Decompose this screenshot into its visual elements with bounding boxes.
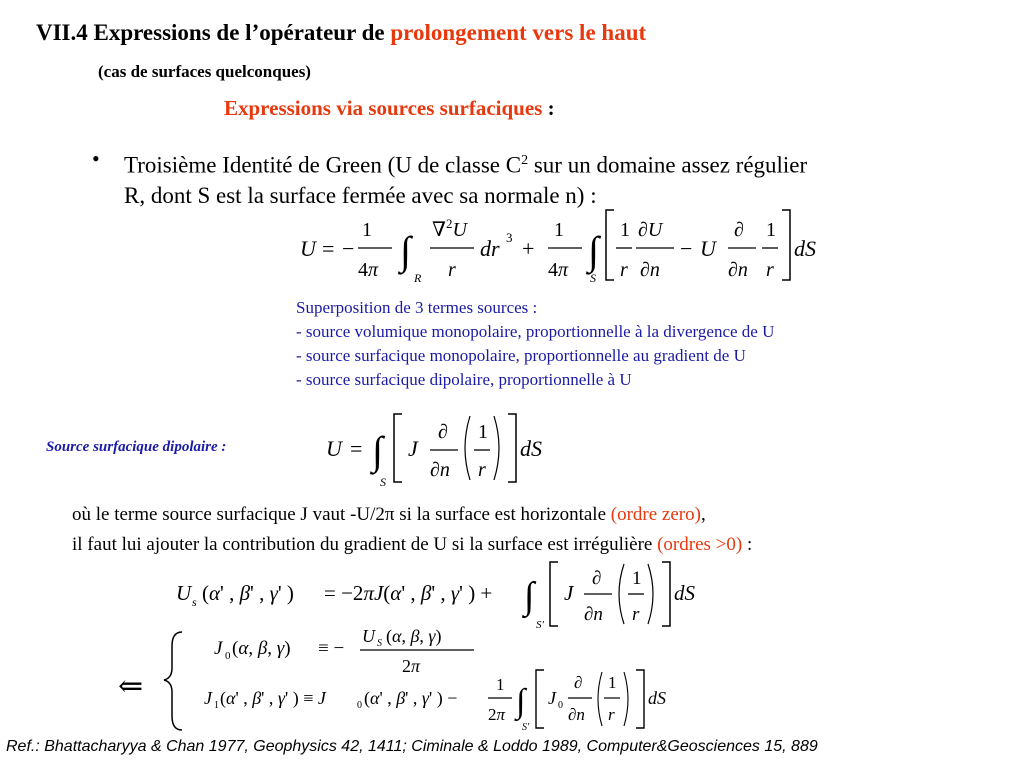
svg-text:∫: ∫: [400, 228, 411, 273]
bullet-line1-sup: 2: [521, 153, 529, 168]
us-equation: [172, 560, 712, 634]
svg-text:1: 1: [620, 219, 630, 241]
svg-text:r: r: [632, 604, 640, 625]
svg-text:∫: ∫: [372, 428, 383, 473]
svg-text:(α' , β' , γ' ) ≡ J: (α' , β' , γ' ) ≡ J: [220, 688, 326, 708]
svg-text:∂: ∂: [592, 568, 602, 589]
reference-footer: Ref.: Bhattacharyya & Chan 1977, Geophysics 42, 1411; Ciminale & Loddo 1989, Computer&Geosciences 15, 889: [6, 738, 818, 755]
svg-text:∂n: ∂n: [728, 259, 748, 281]
explanation-line1-end: ,: [700, 504, 706, 525]
svg-text:∇2U: ∇$^2$U: [432, 216, 467, 241]
svg-text:= −2πJ(α' , β' , γ' ) +: = −2πJ(α' , β' , γ' ) +: [324, 581, 493, 605]
svg-text:1: 1: [632, 568, 642, 589]
svg-text:U: U: [176, 581, 192, 605]
svg-text:(α, β, γ): (α, β, γ): [386, 626, 442, 646]
svg-text:=: =: [350, 436, 363, 461]
svg-text:(α, β, γ): (α, β, γ): [232, 638, 291, 659]
svg-text:S': S': [522, 722, 530, 733]
svg-text:dS: dS: [520, 436, 542, 461]
svg-text:1: 1: [608, 673, 617, 692]
svg-text:s: s: [192, 595, 197, 609]
svg-text:S: S: [590, 271, 596, 285]
svg-text:−: −: [342, 236, 355, 261]
dipole-equation: [322, 410, 562, 490]
svg-text:J: J: [214, 638, 223, 659]
svg-text:dS: dS: [648, 688, 666, 708]
svg-text:3: 3: [506, 230, 513, 245]
svg-text:J: J: [564, 581, 574, 605]
bullet-text: [124, 146, 807, 211]
svg-text:r: r: [766, 259, 774, 281]
dipole-source-label: Source surfacique dipolaire :: [46, 439, 227, 455]
bullet-line1-a: Troisième Identité de Green (U de classe C: [124, 152, 522, 178]
svg-text:2π: 2π: [402, 656, 421, 676]
svg-text:dS: dS: [794, 236, 816, 261]
page-subtitle: (cas de surfaces quelconques): [98, 62, 311, 81]
superposition-heading: Superposition de 3 termes sources :: [296, 298, 538, 317]
svg-text:4π: 4π: [358, 259, 379, 281]
bullet-line1-b: sur un domaine assez régulier: [528, 152, 808, 178]
green-identity-equation: [296, 206, 836, 290]
svg-text:∂n: ∂n: [430, 459, 450, 481]
explanation-order-zero: (ordre zero): [610, 504, 701, 525]
svg-text:∂: ∂: [438, 421, 448, 443]
svg-text:S: S: [380, 475, 386, 489]
svg-text:r: r: [448, 259, 456, 281]
svg-text:−: −: [680, 236, 693, 261]
svg-text:J: J: [548, 688, 556, 708]
section-heading-colon: :: [542, 96, 555, 120]
svg-text:≡ −: ≡ −: [318, 638, 345, 659]
superposition-item: - source surfacique monopolaire, proportionnelle au gradient de U: [296, 346, 746, 365]
svg-text:∂: ∂: [574, 673, 583, 692]
explanation-line2-text: il faut lui ajouter la contribution du gradient de U si la surface est irrégulière: [72, 534, 658, 555]
svg-text:∂n: ∂n: [640, 259, 660, 281]
bullet-marker: •: [92, 146, 100, 171]
section-heading: [224, 96, 555, 121]
title-main: VII.4 Expressions de l’opérateur de: [36, 20, 391, 45]
svg-text:∂n: ∂n: [568, 705, 585, 724]
svg-text:0: 0: [357, 700, 362, 711]
j-system-equation: [112, 626, 682, 734]
svg-text:r: r: [608, 705, 615, 724]
explanation-higher-orders: (ordres >0): [657, 534, 743, 555]
svg-text:r: r: [478, 459, 486, 481]
svg-text:1: 1: [496, 675, 505, 694]
svg-text:1: 1: [478, 421, 488, 443]
superposition-list: [296, 296, 774, 392]
svg-text:S: S: [377, 638, 382, 649]
svg-text:⇐: ⇐: [118, 670, 144, 703]
svg-text:4π: 4π: [548, 259, 569, 281]
superposition-item: - source surfacique dipolaire, proportionnelle à U: [296, 370, 632, 389]
page-title: [36, 20, 646, 46]
svg-text:1: 1: [554, 219, 564, 241]
svg-text:U: U: [300, 236, 316, 261]
explanation-line2-end: :: [742, 534, 753, 555]
svg-text:J: J: [408, 436, 418, 461]
svg-text:(α' , β' , γ' ): (α' , β' , γ' ): [202, 581, 294, 605]
svg-text:+: +: [522, 236, 535, 261]
svg-text:0: 0: [225, 650, 231, 662]
svg-text:dS: dS: [674, 581, 695, 605]
svg-text:U: U: [326, 436, 342, 461]
explanation-line1-text: où le terme source surfacique J vaut -U/2π si la surface est horizontale: [72, 504, 611, 525]
svg-text:∂n: ∂n: [584, 604, 603, 625]
svg-text:J: J: [204, 688, 212, 708]
svg-text:∫: ∫: [516, 683, 526, 720]
svg-text:1: 1: [214, 700, 219, 711]
svg-text:S': S': [536, 619, 544, 631]
svg-text:r: r: [620, 259, 628, 281]
superposition-item: - source volumique monopolaire, proportionnelle à la divergence de U: [296, 322, 775, 341]
svg-text:1: 1: [362, 219, 372, 241]
title-highlight: prolongement vers le haut: [390, 20, 647, 45]
svg-text:2π: 2π: [488, 705, 506, 724]
svg-text:∂: ∂: [734, 219, 744, 241]
svg-text:=: =: [322, 236, 335, 261]
bullet-line2: R, dont S est la surface fermée avec sa normale n) :: [124, 182, 597, 208]
svg-text:∫: ∫: [588, 228, 599, 273]
explanation-paragraph: [72, 500, 752, 560]
svg-text:∂U: ∂U: [638, 219, 663, 241]
svg-text:R: R: [414, 271, 422, 285]
svg-text:1: 1: [766, 219, 776, 241]
svg-text:0: 0: [558, 700, 563, 711]
svg-text:(α' , β' , γ' ) −: (α' , β' , γ' ) −: [364, 688, 458, 708]
section-heading-text: Expressions via sources surfaciques: [224, 96, 543, 120]
svg-text:∫: ∫: [524, 575, 535, 617]
svg-text:dr: dr: [480, 236, 500, 261]
svg-text:U: U: [700, 236, 716, 261]
svg-text:U: U: [362, 626, 375, 646]
